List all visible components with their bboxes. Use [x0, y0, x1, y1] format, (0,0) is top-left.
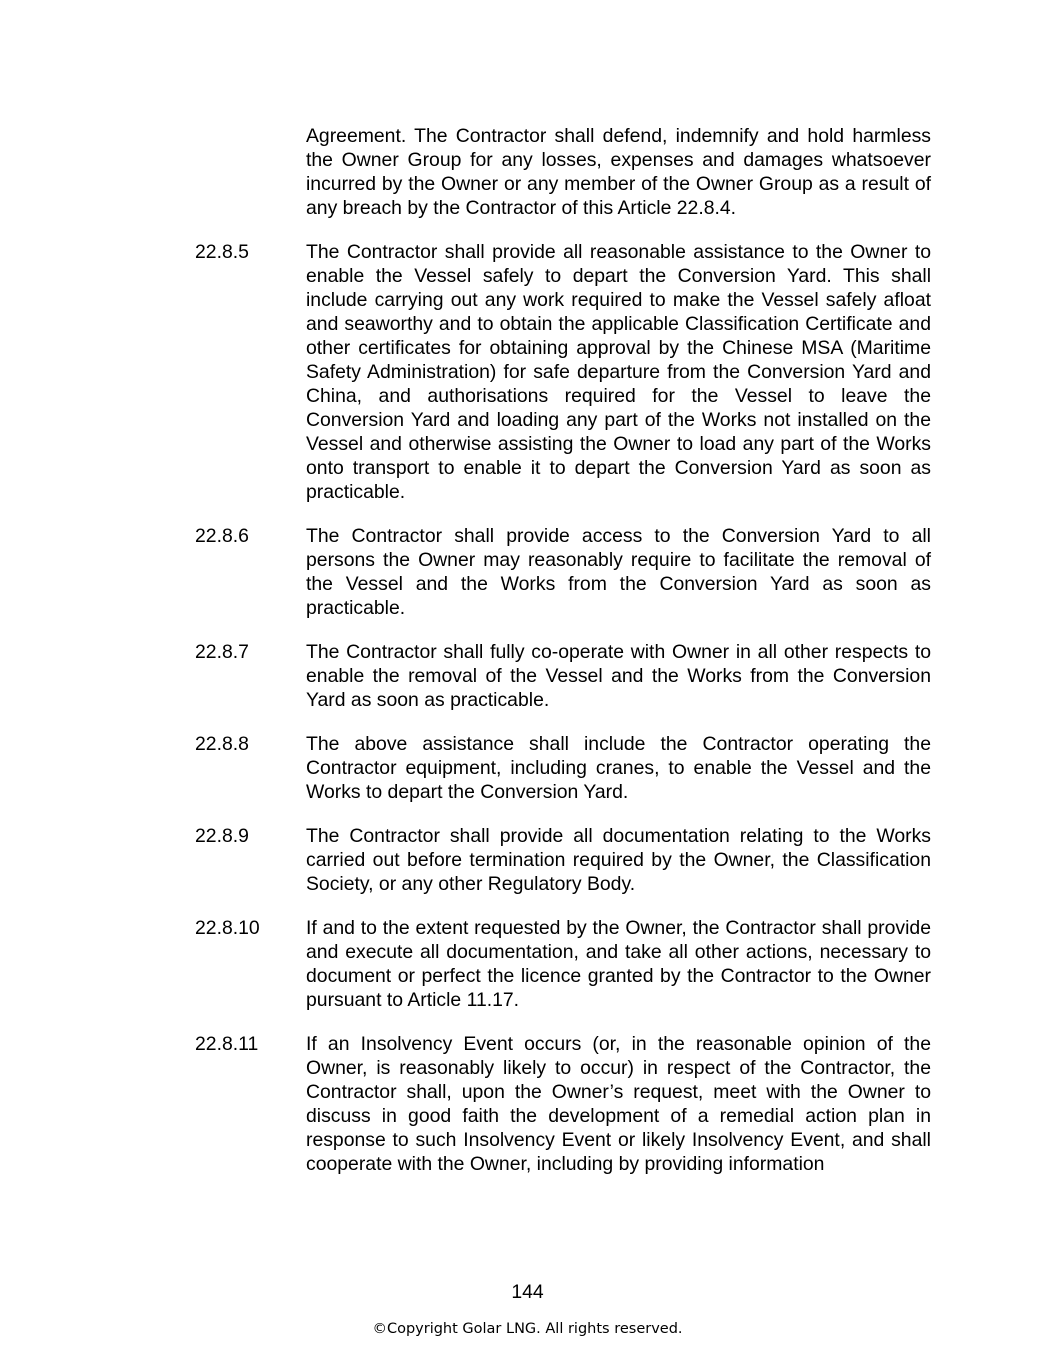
clause-text: The above assistance shall include the Contractor operating the Contractor equipment, including cranes, to enable the Vessel and the Works to depart the Conversion Yard. — [306, 733, 931, 803]
clause-number: 22.8.7 — [195, 641, 249, 663]
clause-22-8-8 — [195, 732, 931, 804]
document-body — [195, 124, 931, 1196]
copyright-footer: ©Copyright Golar LNG. All rights reserved. — [372, 1321, 683, 1337]
clause-text: The Contractor shall fully co-operate with Owner in all other respects to enable the removal of the Vessel and the Works from the Conversion Yard as soon as practicable. — [306, 641, 931, 711]
clause-number: 22.8.10 — [195, 917, 260, 939]
clause-text: The Contractor shall provide all reasonable assistance to the Owner to enable the Vessel safely to depart the Conversion Yard. This shall include carrying out any work required to make the Vessel safely afloat and seaworthy and to obtain the applicable Classification Certificate and other certificates for obtaining approval by the Chinese MSA (Maritime Safety Administration) for safe departure from the Conversion Yard and China, and authorisations required for the Vessel to leave the Conversion Yard and loading any part of the Works not installed on the Vessel and otherwise assisting the Owner to load any part of the Works onto transport to enable it to depart the Conversion Yard as soon as practicable. — [306, 241, 931, 503]
continuation-paragraph — [195, 124, 931, 220]
clause-number: 22.8.8 — [195, 733, 249, 755]
page-number: 144 — [511, 1281, 544, 1303]
clause-22-8-7 — [195, 640, 931, 712]
clause-text: The Contractor shall provide all documentation relating to the Works carried out before termination required by the Owner, the Classification Society, or any other Regulatory Body. — [306, 825, 931, 895]
clause-22-8-10 — [195, 916, 931, 1012]
clause-number: 22.8.11 — [195, 1033, 259, 1055]
clause-text: If an Insolvency Event occurs (or, in the reasonable opinion of the Owner, is reasonably likely to occur) in respect of the Contractor, the Contractor shall, upon the Owner’s request, meet with the Owner to discuss in good faith the development of a remedial action plan in response to such Insolvency Event or likely Insolvency Event, and shall cooperate with the Owner, including by providing information — [306, 1033, 931, 1175]
clause-text: If and to the extent requested by the Owner, the Contractor shall provide and execute all documentation, and take all other actions, necessary to document or perfect the licence granted by the Contractor to the Owner pursuant to Article 11.17. — [306, 917, 931, 1011]
clause-22-8-9 — [195, 824, 931, 896]
clause-number: 22.8.5 — [195, 241, 249, 263]
clause-22-8-6 — [195, 524, 931, 620]
clause-number: 22.8.6 — [195, 525, 249, 547]
clause-text: The Contractor shall provide access to the Conversion Yard to all persons the Owner may reasonably require to facilitate the removal of the Vessel and the Works from the Conversion Yard as soon as practicable. — [306, 525, 931, 619]
continuation-text: Agreement. The Contractor shall defend, indemnify and hold harmless the Owner Group for any losses, expenses and damages whatsoever incurred by the Owner or any member of the Owner Group as a result of any breach by the Contractor of this Article 22.8.4. — [306, 125, 931, 219]
clause-22-8-5 — [195, 240, 931, 504]
clause-22-8-11 — [195, 1032, 931, 1176]
clause-number: 22.8.9 — [195, 825, 249, 847]
